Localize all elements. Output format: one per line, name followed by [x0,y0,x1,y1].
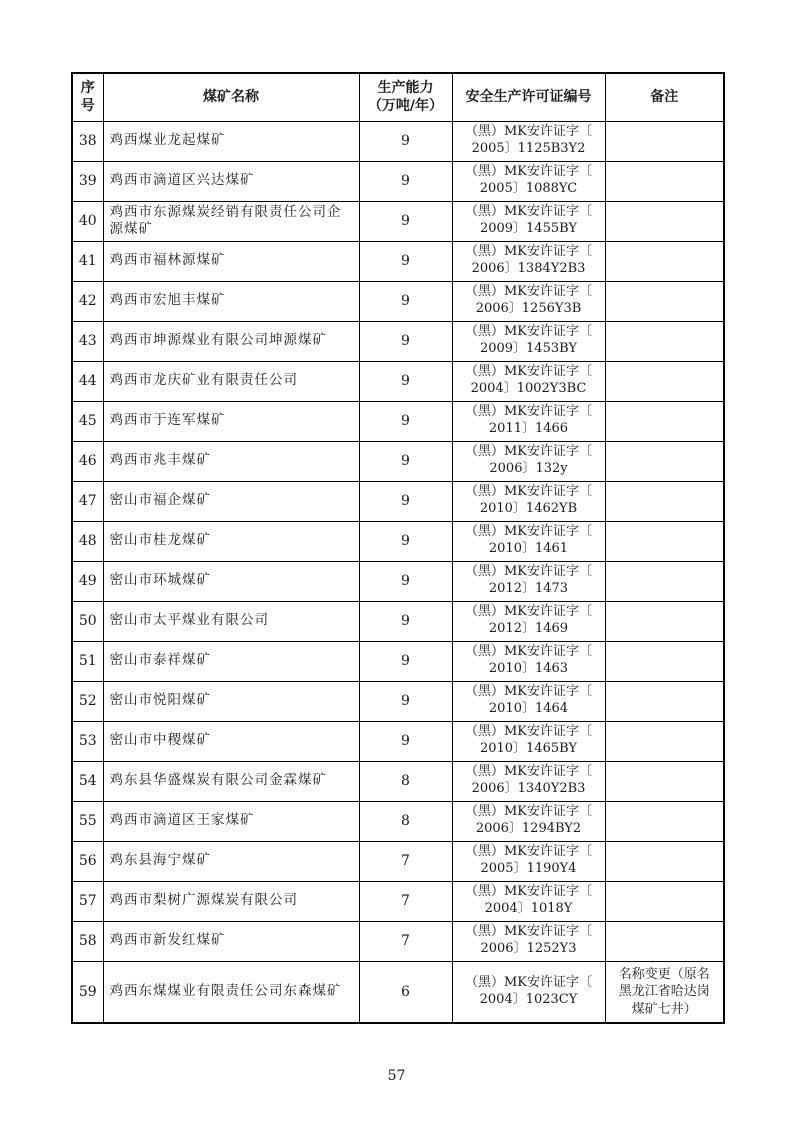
license-number-cell [452,881,605,921]
table-row [72,681,724,721]
table-row [72,881,724,921]
license-line1: （黑）MK安许证字〔 [464,974,593,990]
header-row [72,73,724,121]
mine-name-cell: 鸡西东煤煤业有限责任公司东森煤矿 [103,961,359,1023]
license-line2: 2010〕1461 [488,541,569,557]
license-line2: 2012〕1473 [488,581,569,597]
license-line1: （黑）MK安许证字〔 [464,284,593,300]
mine-name-cell: 密山市桂龙煤矿 [103,521,359,561]
capacity-cell: 8 [359,801,452,841]
table-row [72,801,724,841]
license-line2: 2004〕1023CY [479,991,578,1007]
license-number-cell [452,121,605,161]
mine-name-cell: 鸡西市兆丰煤矿 [103,441,359,481]
table-row [72,401,724,441]
license-line1: （黑）MK安许证字〔 [464,764,593,780]
remark-cell [605,321,724,361]
license-line1: （黑）MK安许证字〔 [464,924,593,940]
capacity-header-line2: （万吨/年） [367,98,444,115]
license-line1: （黑）MK安许证字〔 [464,604,593,620]
license-line2: 2011〕1466 [488,421,569,437]
license-line1: （黑）MK安许证字〔 [464,844,593,860]
capacity-cell: 7 [359,841,452,881]
row-index-cell: 49 [72,561,103,601]
license-line2: 2006〕1294BY2 [475,821,582,837]
license-number-cell [452,681,605,721]
table-row [72,601,724,641]
license-number-cell [452,441,605,481]
capacity-cell: 9 [359,561,452,601]
license-line1: （黑）MK安许证字〔 [464,204,593,220]
row-index-cell: 59 [72,961,103,1023]
mine-name-cell: 鸡西市滴道区王家煤矿 [103,801,359,841]
license-line2: 2005〕1125B3Y2 [471,141,586,156]
row-index-cell: 53 [72,721,103,761]
remark-cell [605,881,724,921]
license-line2: 2004〕1018Y [484,901,573,917]
mine-name-cell: 密山市悦阳煤矿 [103,681,359,721]
row-index-cell: 44 [72,361,103,401]
table-row [72,841,724,881]
license-line1: （黑）MK安许证字〔 [464,884,593,900]
row-index-cell: 57 [72,881,103,921]
table-row [72,201,724,241]
license-line2: 2009〕1453BY [479,341,578,357]
remark-cell [605,281,724,321]
remark-cell [605,401,724,441]
license-line2: 2010〕1465BY [479,741,578,757]
remark-cell [605,481,724,521]
license-line2: 2004〕1002Y3BC [470,381,587,397]
remark-cell [605,801,724,841]
license-line1: （黑）MK安许证字〔 [464,684,593,700]
license-line2: 2010〕1464 [488,701,569,717]
row-index-cell: 43 [72,321,103,361]
row-index-cell: 54 [72,761,103,801]
coal-mine-table [71,72,725,1024]
capacity-cell: 7 [359,921,452,961]
mine-name-cell: 鸡西市龙庆矿业有限责任公司 [103,361,359,401]
license-line1: （黑）MK安许证字〔 [464,244,593,260]
table-row [72,121,724,161]
license-number-cell [452,481,605,521]
capacity-cell: 9 [359,641,452,681]
capacity-cell: 9 [359,201,452,241]
license-number-cell [452,281,605,321]
table-row [72,641,724,681]
license-line2: 2006〕1340Y2B3 [471,781,586,797]
license-number-cell [452,561,605,601]
row-index-cell: 55 [72,801,103,841]
capacity-cell: 9 [359,281,452,321]
row-index-cell: 47 [72,481,103,521]
table-row [72,561,724,601]
col-header-remark: 备注 [605,73,724,121]
license-line2: 2009〕1455BY [479,221,578,237]
license-number-cell [452,321,605,361]
col-header-mine-name: 煤矿名称 [103,73,359,121]
mine-name-cell: 鸡西市宏旭丰煤矿 [103,281,359,321]
license-number-cell [452,721,605,761]
capacity-cell: 9 [359,161,452,201]
table-row [72,241,724,281]
remark-cell [605,761,724,801]
row-index-cell: 45 [72,401,103,441]
license-number-cell [452,841,605,881]
row-index-cell: 38 [72,121,103,161]
table-row [72,161,724,201]
license-line2: 2005〕1190Y4 [480,861,577,877]
capacity-cell: 9 [359,521,452,561]
capacity-cell: 9 [359,121,452,161]
license-line1: （黑）MK安许证字〔 [464,484,593,500]
table-row [72,961,724,1023]
row-index-cell: 56 [72,841,103,881]
remark-cell [605,361,724,401]
mine-name-cell: 密山市太平煤业有限公司 [103,601,359,641]
table-row [72,481,724,521]
license-number-cell [452,761,605,801]
mine-name-cell: 鸡西市坤源煤业有限公司坤源煤矿 [103,321,359,361]
remark-cell: 名称变更（原名黑龙江省哈达岗煤矿七井） [605,961,724,1023]
license-line2: 2006〕1252Y3 [480,941,577,957]
remark-cell [605,521,724,561]
capacity-cell: 9 [359,681,452,721]
capacity-cell: 9 [359,361,452,401]
row-index-cell: 51 [72,641,103,681]
table-row [72,921,724,961]
license-number-cell [452,201,605,241]
license-number-cell [452,961,605,1023]
license-line2: 2006〕1256Y3B [475,301,582,317]
license-number-cell [452,401,605,441]
remark-cell [605,161,724,201]
row-index-cell: 39 [72,161,103,201]
license-number-cell [452,601,605,641]
col-header-license: 安全生产许可证编号 [452,73,605,121]
mine-name-cell: 鸡东县华盛煤炭有限公司金霖煤矿 [103,761,359,801]
remark-cell [605,441,724,481]
capacity-cell: 9 [359,401,452,441]
mine-name-cell: 密山市环城煤矿 [103,561,359,601]
row-index-cell: 52 [72,681,103,721]
table-row [72,281,724,321]
table-row [72,521,724,561]
capacity-cell: 9 [359,481,452,521]
remark-cell [605,241,724,281]
license-line1: （黑）MK安许证字〔 [464,404,593,420]
license-line1: （黑）MK安许证字〔 [464,644,593,660]
mine-name-cell: 密山市福企煤矿 [103,481,359,521]
row-index-cell: 50 [72,601,103,641]
license-line2: 2006〕132y [489,461,568,477]
table-row [72,321,724,361]
mine-name-cell: 鸡西市滴道区兴达煤矿 [103,161,359,201]
license-line1: （黑）MK安许证字〔 [464,164,593,180]
mine-name-cell: 密山市中稷煤矿 [103,721,359,761]
remark-cell [605,841,724,881]
table-row [72,441,724,481]
mine-name-cell: 鸡西市梨树广源煤炭有限公司 [103,881,359,921]
license-number-cell [452,801,605,841]
page-number: 57 [387,1068,406,1084]
license-line1: （黑）MK安许证字〔 [464,564,593,580]
row-index-cell: 46 [72,441,103,481]
mine-name-cell: 密山市泰祥煤矿 [103,641,359,681]
license-line1: （黑）MK安许证字〔 [464,364,593,380]
mine-name-cell: 鸡西市东源煤炭经销有限责任公司企源煤矿 [103,201,359,241]
capacity-header-line1: 生产能力 [377,80,434,97]
table-row [72,361,724,401]
mine-name-cell: 鸡东县海宁煤矿 [103,841,359,881]
table-row [72,721,724,761]
mine-name-cell: 鸡西市新发红煤矿 [103,921,359,961]
capacity-cell: 9 [359,321,452,361]
license-line2: 2010〕1462YB [479,501,578,517]
license-line1: （黑）MK安许证字〔 [464,324,593,340]
license-line2: 2010〕1463 [488,661,569,677]
license-number-cell [452,161,605,201]
remark-cell [605,721,724,761]
remark-cell [605,561,724,601]
remark-cell [605,601,724,641]
license-line1: （黑）MK安许证字〔 [464,124,593,140]
row-index-cell: 42 [72,281,103,321]
capacity-cell: 6 [359,961,452,1023]
mine-name-cell: 鸡西煤业龙起煤矿 [103,121,359,161]
remark-cell [605,641,724,681]
license-line1: （黑）MK安许证字〔 [464,444,593,460]
license-line2: 2006〕1384Y2B3 [471,261,586,277]
row-index-cell: 40 [72,201,103,241]
license-line2: 2012〕1469 [488,621,569,637]
remark-cell [605,201,724,241]
license-line2: 2005〕1088YC [479,181,578,196]
capacity-cell: 9 [359,441,452,481]
capacity-cell: 8 [359,761,452,801]
remark-cell [605,121,724,161]
col-header-index: 序号 [72,73,103,121]
license-number-cell [452,521,605,561]
license-number-cell [452,361,605,401]
license-number-cell [452,921,605,961]
remark-cell [605,681,724,721]
mine-name-cell: 鸡西市福林源煤矿 [103,241,359,281]
license-line1: （黑）MK安许证字〔 [464,524,593,540]
license-line1: （黑）MK安许证字〔 [464,804,593,820]
row-index-cell: 58 [72,921,103,961]
col-header-capacity [359,73,452,121]
license-number-cell [452,241,605,281]
remark-cell [605,921,724,961]
capacity-cell: 9 [359,721,452,761]
table-row [72,761,724,801]
license-number-cell [452,641,605,681]
license-line1: （黑）MK安许证字〔 [464,724,593,740]
row-index-cell: 41 [72,241,103,281]
row-index-cell: 48 [72,521,103,561]
capacity-cell: 7 [359,881,452,921]
capacity-cell: 9 [359,241,452,281]
mine-name-cell: 鸡西市于连军煤矿 [103,401,359,441]
capacity-cell: 9 [359,601,452,641]
